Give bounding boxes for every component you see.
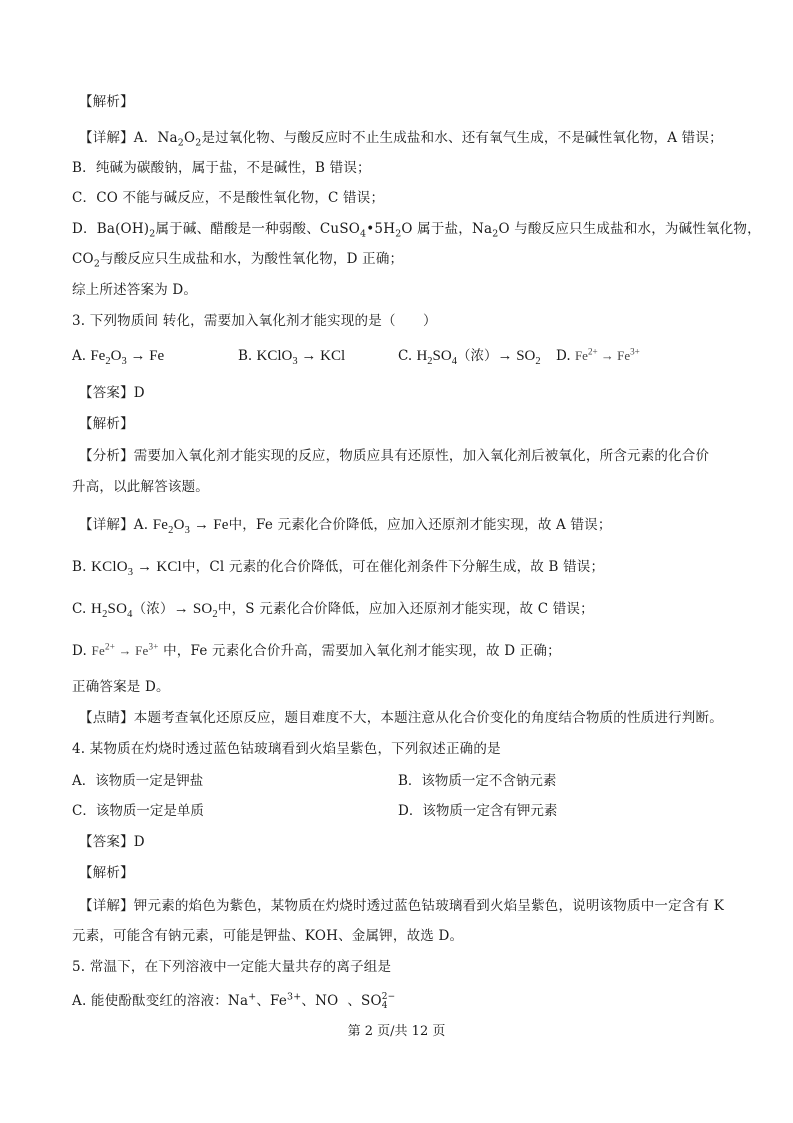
q3-fenxi-line1: 【分析】需要加入氧化剂才能实现的反应，物质应具有还原性，加入氧化剂后被氧化，所含元素的化合价 [79, 448, 710, 464]
q4-option-b: B．该物质一定不含钠元素 [398, 773, 557, 789]
q3-option-a: A. $Fe_2O_3 \to Fe$ [72, 348, 165, 367]
q4-detail-line1: 【详解】钾元素的焰色为紫色，某物质在灼烧时透过蓝色钴玻璃看到火焰呈紫色，说明该物质中一定含有 K [79, 898, 724, 914]
q2-analysis-heading: 【解析】 [79, 94, 134, 110]
q2-detail-b: B．纯碱为碳酸钠，属于盐，不是碱性，B 错误； [72, 160, 371, 176]
q3-stem: 3. 下列物质间 转化，需要加入氧化剂才能实现的是（ ） [72, 313, 437, 329]
q5-stem: 5. 常温下，在下列溶液中一定能大量共存的离子组是 [72, 959, 392, 975]
q3-fenxi-line2: 升高，以此解答该题。 [72, 479, 209, 495]
q3-comment: 【点睛】本题考查氧化还原反应，题目难度不大，本题注意从化合价变化的角度结合物质的性质进行判断。 [79, 710, 723, 726]
q3-answer: 【答案】D [79, 385, 145, 401]
q4-detail-line2: 元素，可能含有钠元素，可能是钾盐、KOH、金属钾，故选 D。 [72, 928, 464, 944]
q3-detail-b: B. KClO$_3$ → KCl中，Cl 元素的化合价降低，可在催化剂条件下分解生成，故 B 错误； [72, 559, 605, 578]
q4-analysis-heading: 【解析】 [79, 865, 134, 881]
q3-detail-a: 【详解】A. $Fe_2O_3 \to Fe$中，Fe 元素化合价降低，应加入还原剂才能实现，故 A 错误； [79, 517, 612, 536]
q4-option-c: C．该物质一定是单质 [72, 803, 204, 819]
q2-detail-c: C．CO 不能与碱反应，不是酸性氧化物，C 错误； [72, 190, 385, 206]
q3-option-c: C. $H_2SO_4$（浓）→ $SO_2$ [398, 348, 541, 367]
q3-option-b: B. KClO$_3$ → KCl [238, 348, 346, 367]
q2-summary: 综上所述答案为 D。 [72, 282, 198, 298]
q2-detail-a: 【详解】A．$Na_2O_2$是过氧化物、与酸反应时不止生成盐和水、还有氧气生成，不是碱性氧化物，A 错误； [79, 130, 723, 149]
q4-stem: 4. 某物质在灼烧时透过蓝色钴玻璃看到火焰呈紫色，下列叙述正确的是 [72, 741, 501, 757]
q2-detail-d-line1: D．$Ba(OH)_2$属于碱、醋酸是一种弱酸、$CuSO_4•5H_2O$ 属于盐，$Na_2O$ 与酸反应只生成盐和水，为碱性氧化物， [72, 221, 761, 240]
q3-option-d: D. $Fe^{2+} \to Fe^{3+}$ [556, 346, 640, 364]
q4-answer: 【答案】D [79, 834, 145, 850]
q3-detail-d: D. $Fe^{2+} \to Fe^{3+}$ 中，Fe 元素化合价升高，需要加入氧化剂才能实现，故 D 正确； [72, 641, 561, 659]
q4-option-a: A．该物质一定是钾盐 [72, 773, 204, 789]
q4-option-d: D．该物质一定含有钾元素 [398, 803, 558, 819]
q3-analysis-heading: 【解析】 [79, 416, 134, 432]
q3-correct: 正确答案是 D。 [72, 679, 170, 695]
q5-option-a: A. 能使酚酞变红的溶液：Na+、$Fe^{3+}$、NO 、SO 2− 4 [72, 991, 396, 1011]
q2-detail-d-line2: $CO_2$与酸反应只生成盐和水，为酸性氧化物，D 正确； [72, 251, 404, 270]
page-number-footer: 第 2 页/共 12 页 [347, 1024, 446, 1039]
q3-detail-c: C. $H_2SO_4$（浓）→ $SO_2$中，S 元素化合价降低，应加入还原剂才能实现，故 C 错误； [72, 601, 594, 620]
